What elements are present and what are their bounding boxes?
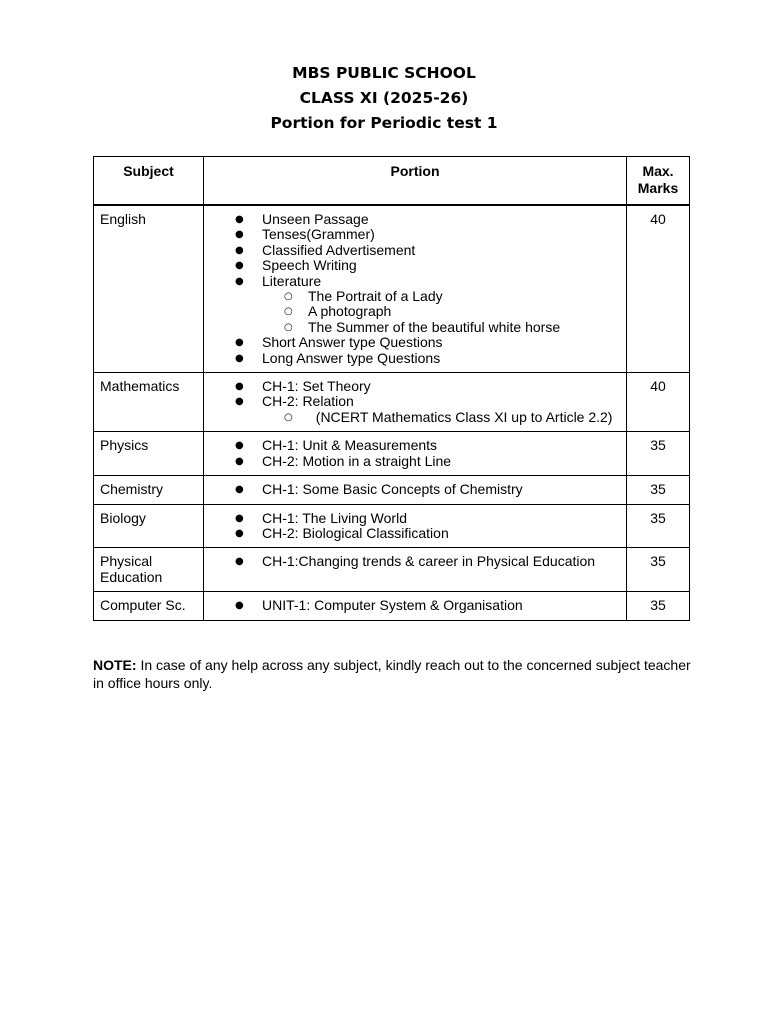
portion-list	[210, 482, 620, 497]
subject-cell: Biology	[94, 504, 204, 548]
portion-item	[232, 243, 620, 258]
max-marks-cell: 40	[627, 205, 690, 373]
portion-item-text: CH-1: Unit & Measurements	[262, 437, 438, 454]
portion-subitem: ○ The Summer of the beautiful white horse	[278, 320, 620, 335]
portion-item	[232, 351, 620, 366]
portion-item-text: Classified Advertisement	[262, 241, 416, 258]
column-header-portion: Portion	[204, 157, 627, 206]
note-paragraph	[93, 656, 693, 692]
portion-item	[232, 258, 620, 273]
portion-sublist	[262, 410, 620, 425]
portion-item	[232, 598, 620, 613]
max-marks-cell: 35	[627, 548, 690, 592]
max-marks-cell: 35	[627, 476, 690, 504]
portion-item-text: CH-1: Some Basic Concepts of Chemistry	[262, 481, 523, 498]
table-body	[94, 205, 690, 620]
document-header	[0, 61, 768, 136]
portion-item-text: Tenses(Grammer)	[262, 226, 375, 243]
table-row	[94, 476, 690, 504]
portion-item	[232, 554, 620, 569]
portion-item	[232, 454, 620, 469]
portion-subitem: ○ A photograph	[278, 304, 620, 319]
portion-sublist	[262, 289, 620, 335]
portion-item-text: CH-2: Biological Classification	[262, 524, 449, 541]
portion-subitem: ○ The Portrait of a Lady	[278, 289, 620, 304]
subject-cell: Mathematics	[94, 373, 204, 432]
subject-cell: Chemistry	[94, 476, 204, 504]
portion-list	[210, 438, 620, 469]
portion-item-text: CH-1: The Living World	[262, 509, 407, 526]
portion-item	[232, 438, 620, 453]
document-title: Portion for Periodic test 1	[270, 114, 498, 132]
portion-item	[232, 482, 620, 497]
portion-cell	[204, 504, 627, 548]
portion-item-text: Unseen Passage	[262, 211, 369, 227]
portion-item	[232, 394, 620, 425]
portion-subitem: ○ (NCERT Mathematics Class XI up to Article 2.2)	[278, 410, 620, 425]
portion-item	[232, 212, 620, 227]
portion-item	[232, 274, 620, 336]
portion-item-text: UNIT-1: Computer System & Organisation	[262, 597, 523, 614]
subject-cell: English	[94, 205, 204, 373]
portion-list	[210, 212, 620, 366]
portion-item	[232, 511, 620, 526]
portion-cell	[204, 548, 627, 592]
max-marks-cell: 40	[627, 373, 690, 432]
portion-item	[232, 526, 620, 541]
portion-cell	[204, 592, 627, 620]
table-row	[94, 548, 690, 592]
portion-item-text: Long Answer type Questions	[262, 349, 441, 366]
subject-cell: Physics	[94, 432, 204, 476]
portion-list	[210, 554, 620, 569]
column-header-subject: Subject	[94, 157, 204, 206]
max-marks-cell: 35	[627, 504, 690, 548]
school-name: MBS PUBLIC SCHOOL	[292, 64, 476, 82]
note-text: In case of any help across any subject, kindly reach out to the concerned subject teacher in office hours only.	[93, 657, 691, 691]
portion-list	[210, 379, 620, 425]
subject-cell: Physical Education	[94, 548, 204, 592]
portion-item	[232, 227, 620, 242]
portion-item	[232, 335, 620, 350]
portion-cell	[204, 373, 627, 432]
class-title: CLASS XI (2025-26)	[299, 89, 469, 107]
table-row	[94, 592, 690, 620]
max-marks-cell: 35	[627, 592, 690, 620]
portion-cell	[204, 476, 627, 504]
portion-list	[210, 598, 620, 613]
table-header-row	[94, 157, 690, 206]
table-row	[94, 504, 690, 548]
note-label: NOTE:	[93, 657, 137, 673]
portion-item-text: CH-1: Set Theory	[262, 378, 371, 395]
table-row	[94, 205, 690, 373]
table-row	[94, 373, 690, 432]
column-header-max-marks: Max. Marks	[627, 157, 690, 206]
portion-item-text: Literature	[262, 272, 322, 289]
table-row	[94, 432, 690, 476]
portion-item-text: CH-2: Relation	[262, 393, 354, 410]
portion-cell	[204, 205, 627, 373]
portion-item-text: CH-1:Changing trends & career in Physical Education	[262, 553, 596, 570]
portion-table	[93, 156, 690, 621]
portion-item	[232, 379, 620, 394]
portion-list	[210, 511, 620, 542]
subject-cell: Computer Sc.	[94, 592, 204, 620]
portion-item-text: CH-2: Motion in a straight Line	[262, 452, 452, 469]
portion-item-text: Short Answer type Questions	[262, 334, 443, 351]
portion-cell	[204, 432, 627, 476]
portion-item-text: Speech Writing	[262, 257, 357, 274]
max-marks-cell: 35	[627, 432, 690, 476]
